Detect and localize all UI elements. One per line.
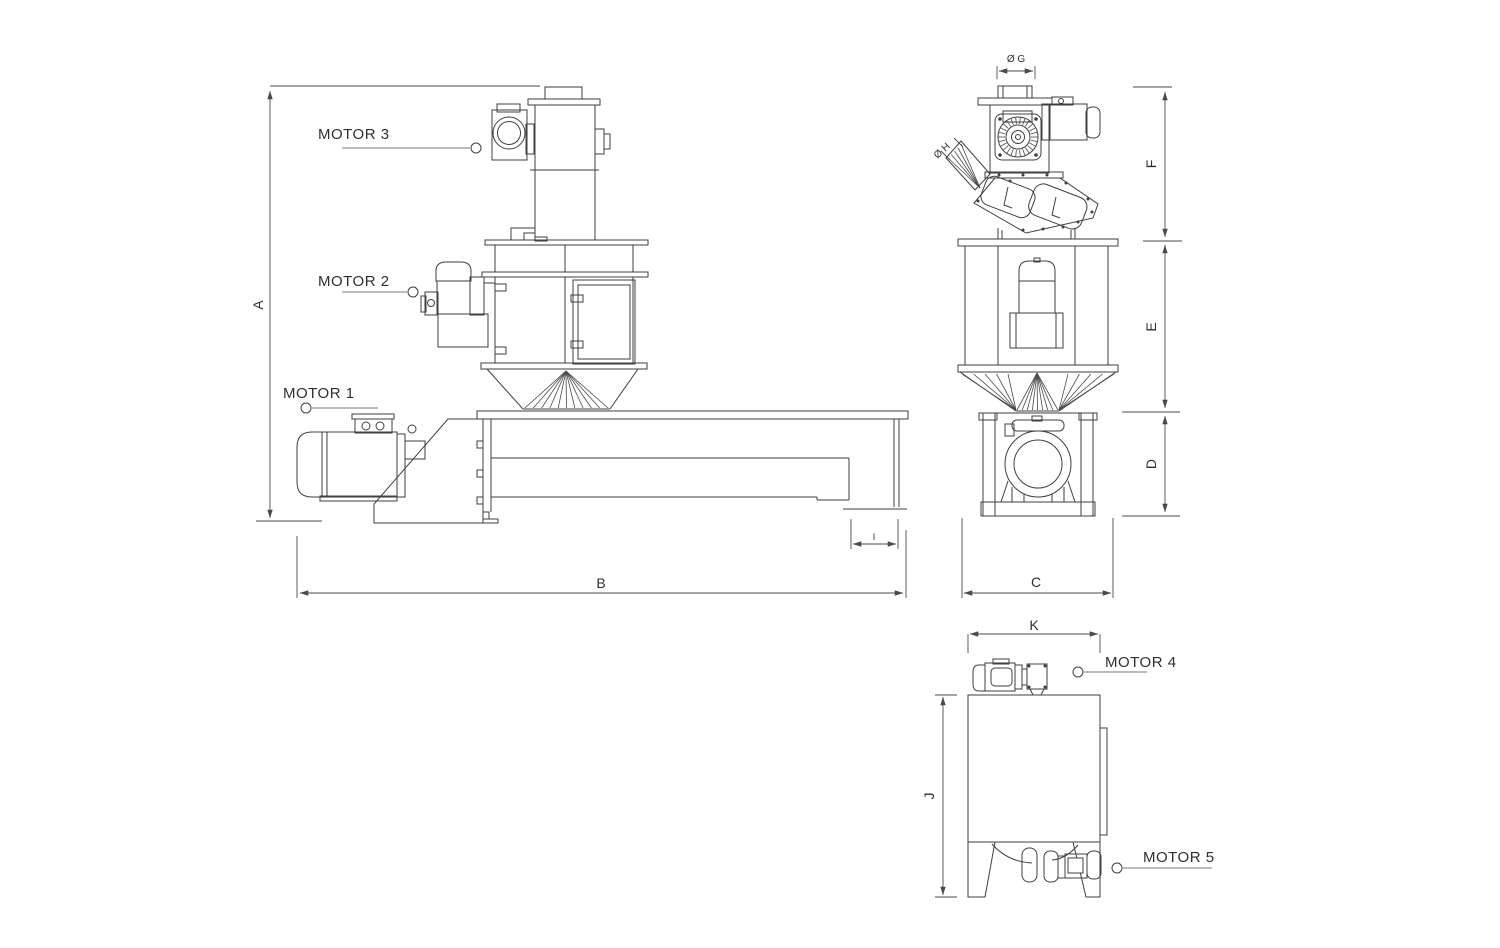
- motor-3-side: [492, 104, 534, 160]
- front-elevation-view: [932, 54, 1182, 598]
- motor-5-assembly: [1022, 848, 1101, 882]
- support-wedge: [374, 419, 483, 523]
- dimension-a: [256, 86, 540, 521]
- motor-2-front: [1010, 258, 1063, 348]
- dimension-label-c: C: [1030, 574, 1042, 590]
- dimension-label-j: J: [921, 792, 937, 800]
- feeder-rivets: [977, 174, 1094, 232]
- dimension-g: [997, 66, 1035, 79]
- side-elevation-view: [250, 86, 908, 598]
- dimension-label-d: D: [1143, 458, 1159, 470]
- motor-2-leader-dot: [408, 287, 418, 297]
- motor-4-leader-dot: [1073, 667, 1083, 677]
- dimension-label-i: I: [872, 532, 876, 542]
- gearbox-radial-fins: [999, 118, 1038, 157]
- motor-2-label: MOTOR 2: [318, 273, 390, 290]
- dimension-label-k: K: [1029, 617, 1039, 633]
- gear-drive-front: [995, 104, 1050, 160]
- dimension-label-g: Ø G: [1006, 54, 1026, 65]
- screw-conveyor: [477, 411, 908, 523]
- cone-seams-front-right: [1059, 374, 1114, 410]
- dimension-label-f: F: [1143, 159, 1159, 169]
- motor-3-leader-dot: [471, 143, 481, 153]
- motor-3-callout: [318, 126, 481, 153]
- dimension-k: [968, 634, 1100, 653]
- cone-seam-lines-side: [525, 371, 608, 408]
- dimension-label-e: E: [1143, 322, 1159, 332]
- motor-1-leader-dot: [301, 403, 311, 413]
- tank-view: [921, 617, 1107, 897]
- motor-1-front: [1001, 416, 1075, 502]
- motor-3-front: [1050, 97, 1100, 140]
- dimension-label-h: Ø H: [932, 141, 953, 162]
- mill-housing: [481, 240, 648, 369]
- motor-1-callout: [283, 385, 378, 413]
- vibrating-feeder: [974, 172, 1098, 239]
- motor-3-label: MOTOR 3: [318, 126, 390, 143]
- dimension-label-a: A: [250, 300, 266, 310]
- motor-2-side: [421, 262, 495, 347]
- dimension-label-b: B: [596, 575, 606, 591]
- motor-5-callout: [1112, 849, 1215, 873]
- motor-5-label: MOTOR 5: [1143, 849, 1215, 866]
- motor-4-assembly: [973, 659, 1047, 695]
- motor-5-leader-dot: [1112, 863, 1122, 873]
- dimension-j: [935, 695, 957, 897]
- motor-4-callout: [1073, 654, 1177, 677]
- motor-2-callout: [318, 273, 418, 297]
- motor-1-label: MOTOR 1: [283, 385, 355, 402]
- motor-4-label: MOTOR 4: [1105, 654, 1177, 671]
- cone-seams-front-left: [962, 374, 1016, 410]
- mid-housing-front: [958, 239, 1118, 372]
- motor-1-side: [297, 414, 425, 501]
- cone-seams-front-center: [1017, 373, 1058, 410]
